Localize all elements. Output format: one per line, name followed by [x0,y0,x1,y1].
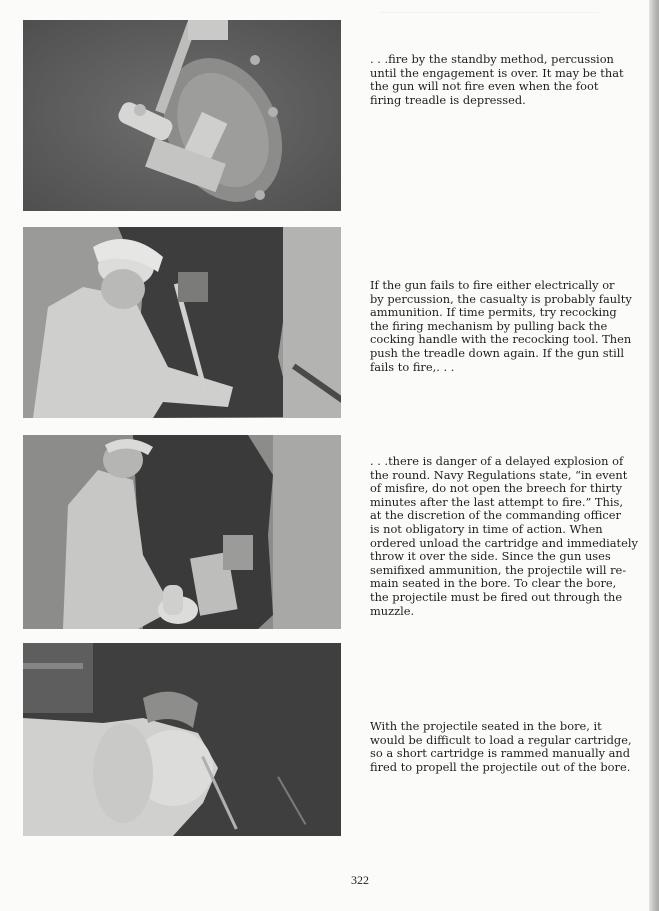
text-line: throw it over the side. Since the gun uses [370,549,611,564]
text-line: If the gun fails to fire either electrically or [370,279,615,292]
text-line: fired to propell the projectile out of the bore. [370,759,631,774]
text-line: the round. Navy Regulations state, “in event [370,467,628,482]
text-line: . . .there is danger of a delayed explosion of [370,455,624,468]
text-line: firing treadle is depressed. [370,92,526,107]
text-line: ammunition. If time permits, try recocking [370,305,617,320]
text-line: push the treadle down again. If the gun still [370,345,625,360]
text-line: minutes after the last attempt to fire.” This, [370,494,623,509]
text-line: . . .fire by the standby method, percussion [370,53,614,66]
text-line: fails to fire,. . . [370,359,455,374]
text-line: so a short cartridge is rammed manually and [370,746,631,761]
paragraph-standby-firing [370,53,659,107]
text-line: the firing mechanism by pulling back the [370,318,608,333]
text-line: cocking handle with the recocking tool. Then [370,332,632,347]
text-line: at the discretion of the commanding officer [370,508,621,523]
text-line: main seated in the bore. To clear the bore, [370,576,617,591]
paragraph-short-cartridge [370,720,659,774]
page-number: 322 [351,873,369,887]
paragraph-misfire-recocking [370,279,659,374]
sailor-unloading-image [23,435,341,629]
sailor-recocking-image [23,227,341,418]
text-line: of misfire, do not open the breech for thirty [370,481,623,496]
photo-sailor-recocking [23,227,341,418]
text-line: the gun will not fire even when the foot [370,79,599,94]
photo-hands-ramming [23,643,341,836]
text-line: until the engagement is over. It may be that [370,65,624,80]
text-line: would be difficult to load a regular cartridge, [370,732,632,747]
firing-mechanism-image [23,20,341,211]
text-line: is not obligatory in time of action. When [370,521,603,536]
text-line: With the projectile seated in the bore, it [370,720,602,733]
text-line: semifixed ammunition, the projectile will re- [370,562,627,577]
text-line: ordered unload the cartridge and immediately [370,535,638,550]
text-line: the projectile must be fired out through the [370,589,623,604]
paragraph-delayed-explosion [370,455,659,618]
hands-ramming-image [23,643,341,836]
bleed-through [379,12,599,13]
text-line: by percussion, the casualty is probably faulty [370,291,632,306]
text-line: muzzle. [370,603,415,618]
photo-firing-mechanism [23,20,341,211]
photo-sailor-unloading [23,435,341,629]
